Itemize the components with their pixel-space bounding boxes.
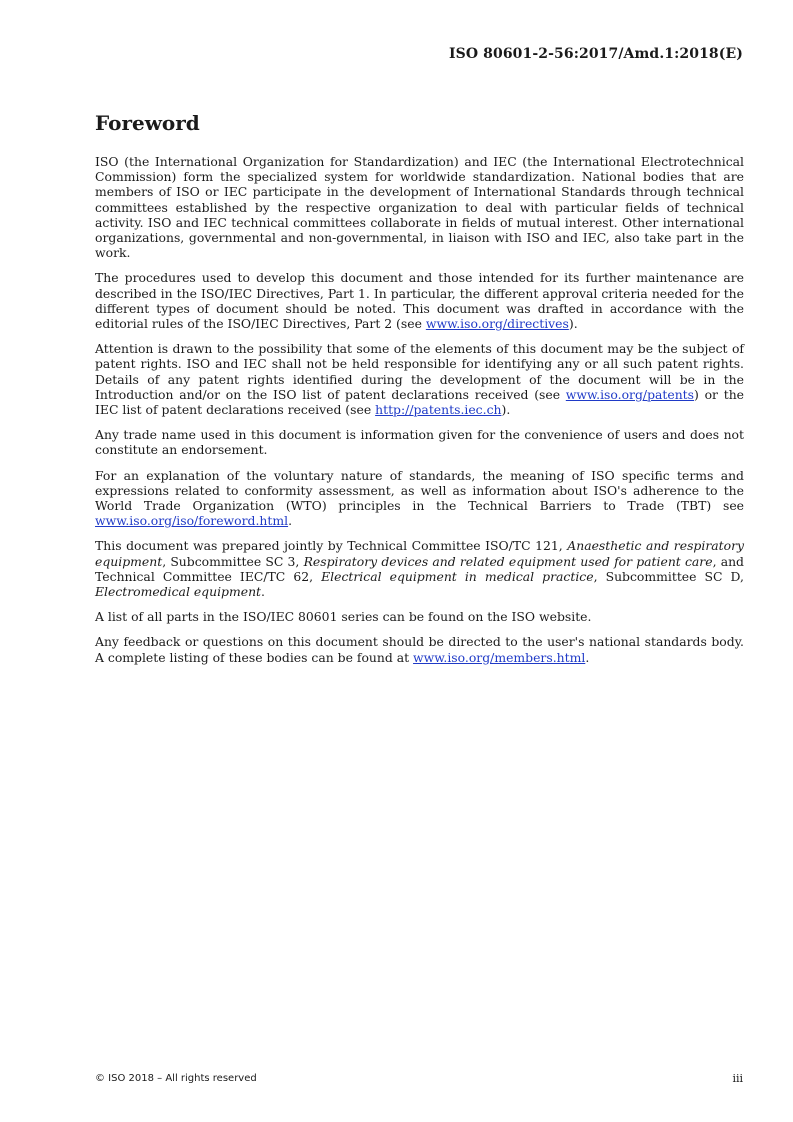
iec-patents-link[interactable]: http://patents.iec.ch (375, 402, 502, 418)
foreword-body (95, 154, 744, 675)
members-link[interactable]: www.iso.org/members.html (413, 649, 586, 665)
copyright-notice: © ISO 2018 – All rights reserved (95, 1073, 257, 1084)
paragraph-series-list: A list of all parts in the ISO/IEC 80601 series can be found on the ISO website. (95, 609, 592, 625)
paragraph-patents: Attention is drawn to the possibility that some of the elements of this document may be the subject of patent rights. ISO and IEC shall not be held responsible for identifying any or all such patent rights. Details of any patent rights identified during the development of the document will be in the Introduction and/or on the ISO list of patent declarations received (see www.iso.org/patents) or the IEC list of patent declarations received (see http://patents.iec.ch). (95, 341, 745, 418)
paragraph-voluntary-nature: For an explanation of the voluntary nature of standards, the meaning of ISO specific terms and expressions related to conformity assessment, as well as information about ISO's adherence to the World Trade Organization (WTO) principles in the Technical Barriers to Trade (TBT) see www.iso.org/iso/foreword.html. (95, 467, 744, 529)
document-identifier: ISO 80601-2-56:2017/Amd.1:2018(E) (449, 46, 743, 62)
iso-patents-link[interactable]: www.iso.org/patents (565, 386, 695, 402)
paragraph-procedures: The procedures used to develop this document and those intended for its further maintenance are described in the ISO/IEC Directives, Part 1. In particular, the different approval criteria needed for the different types of document should be noted. This document was drafted in accordance with the editorial rules of the ISO/IEC Directives, Part 2 (see www.iso.org/directives). (95, 270, 744, 332)
paragraph-feedback: Any feedback or questions on this document should be directed to the user's national standards body. A complete listing of these bodies can be found at www.iso.org/members.html. (95, 634, 744, 665)
page-title: Foreword (95, 111, 200, 135)
page-number: iii (732, 1072, 743, 1085)
paragraph-organization: ISO (the International Organization for Standardization) and IEC (the International Electrotechnical Commission) form the specialized system for worldwide standardization. National bodies that are members of ISO or IEC participate in the development of International Standards through technical committees established by the respective organization to deal with particular fields of technical activity. ISO and IEC technical committees collaborate in fields of mutual interest. Other international organizations, governmental and non-governmental, in liaison with ISO and IEC, also take part in the work. (95, 154, 744, 261)
foreword-info-link[interactable]: www.iso.org/iso/foreword.html (95, 513, 289, 529)
directives-link[interactable]: www.iso.org/directives (425, 316, 569, 332)
paragraph-trade-names: Any trade name used in this document is information given for the convenience of users and does not constitute an endorsement. (95, 427, 744, 458)
paragraph-committees: This document was prepared jointly by Technical Committee ISO/TC 121, Anaesthetic and respiratory equipment, Subcommittee SC 3, Respiratory devices and related equipment used for patient care, and Technical Committee IEC/TC 62, Electrical equipment in medical practice, Subcommittee SC D, Electromedical equipment. (95, 538, 744, 600)
